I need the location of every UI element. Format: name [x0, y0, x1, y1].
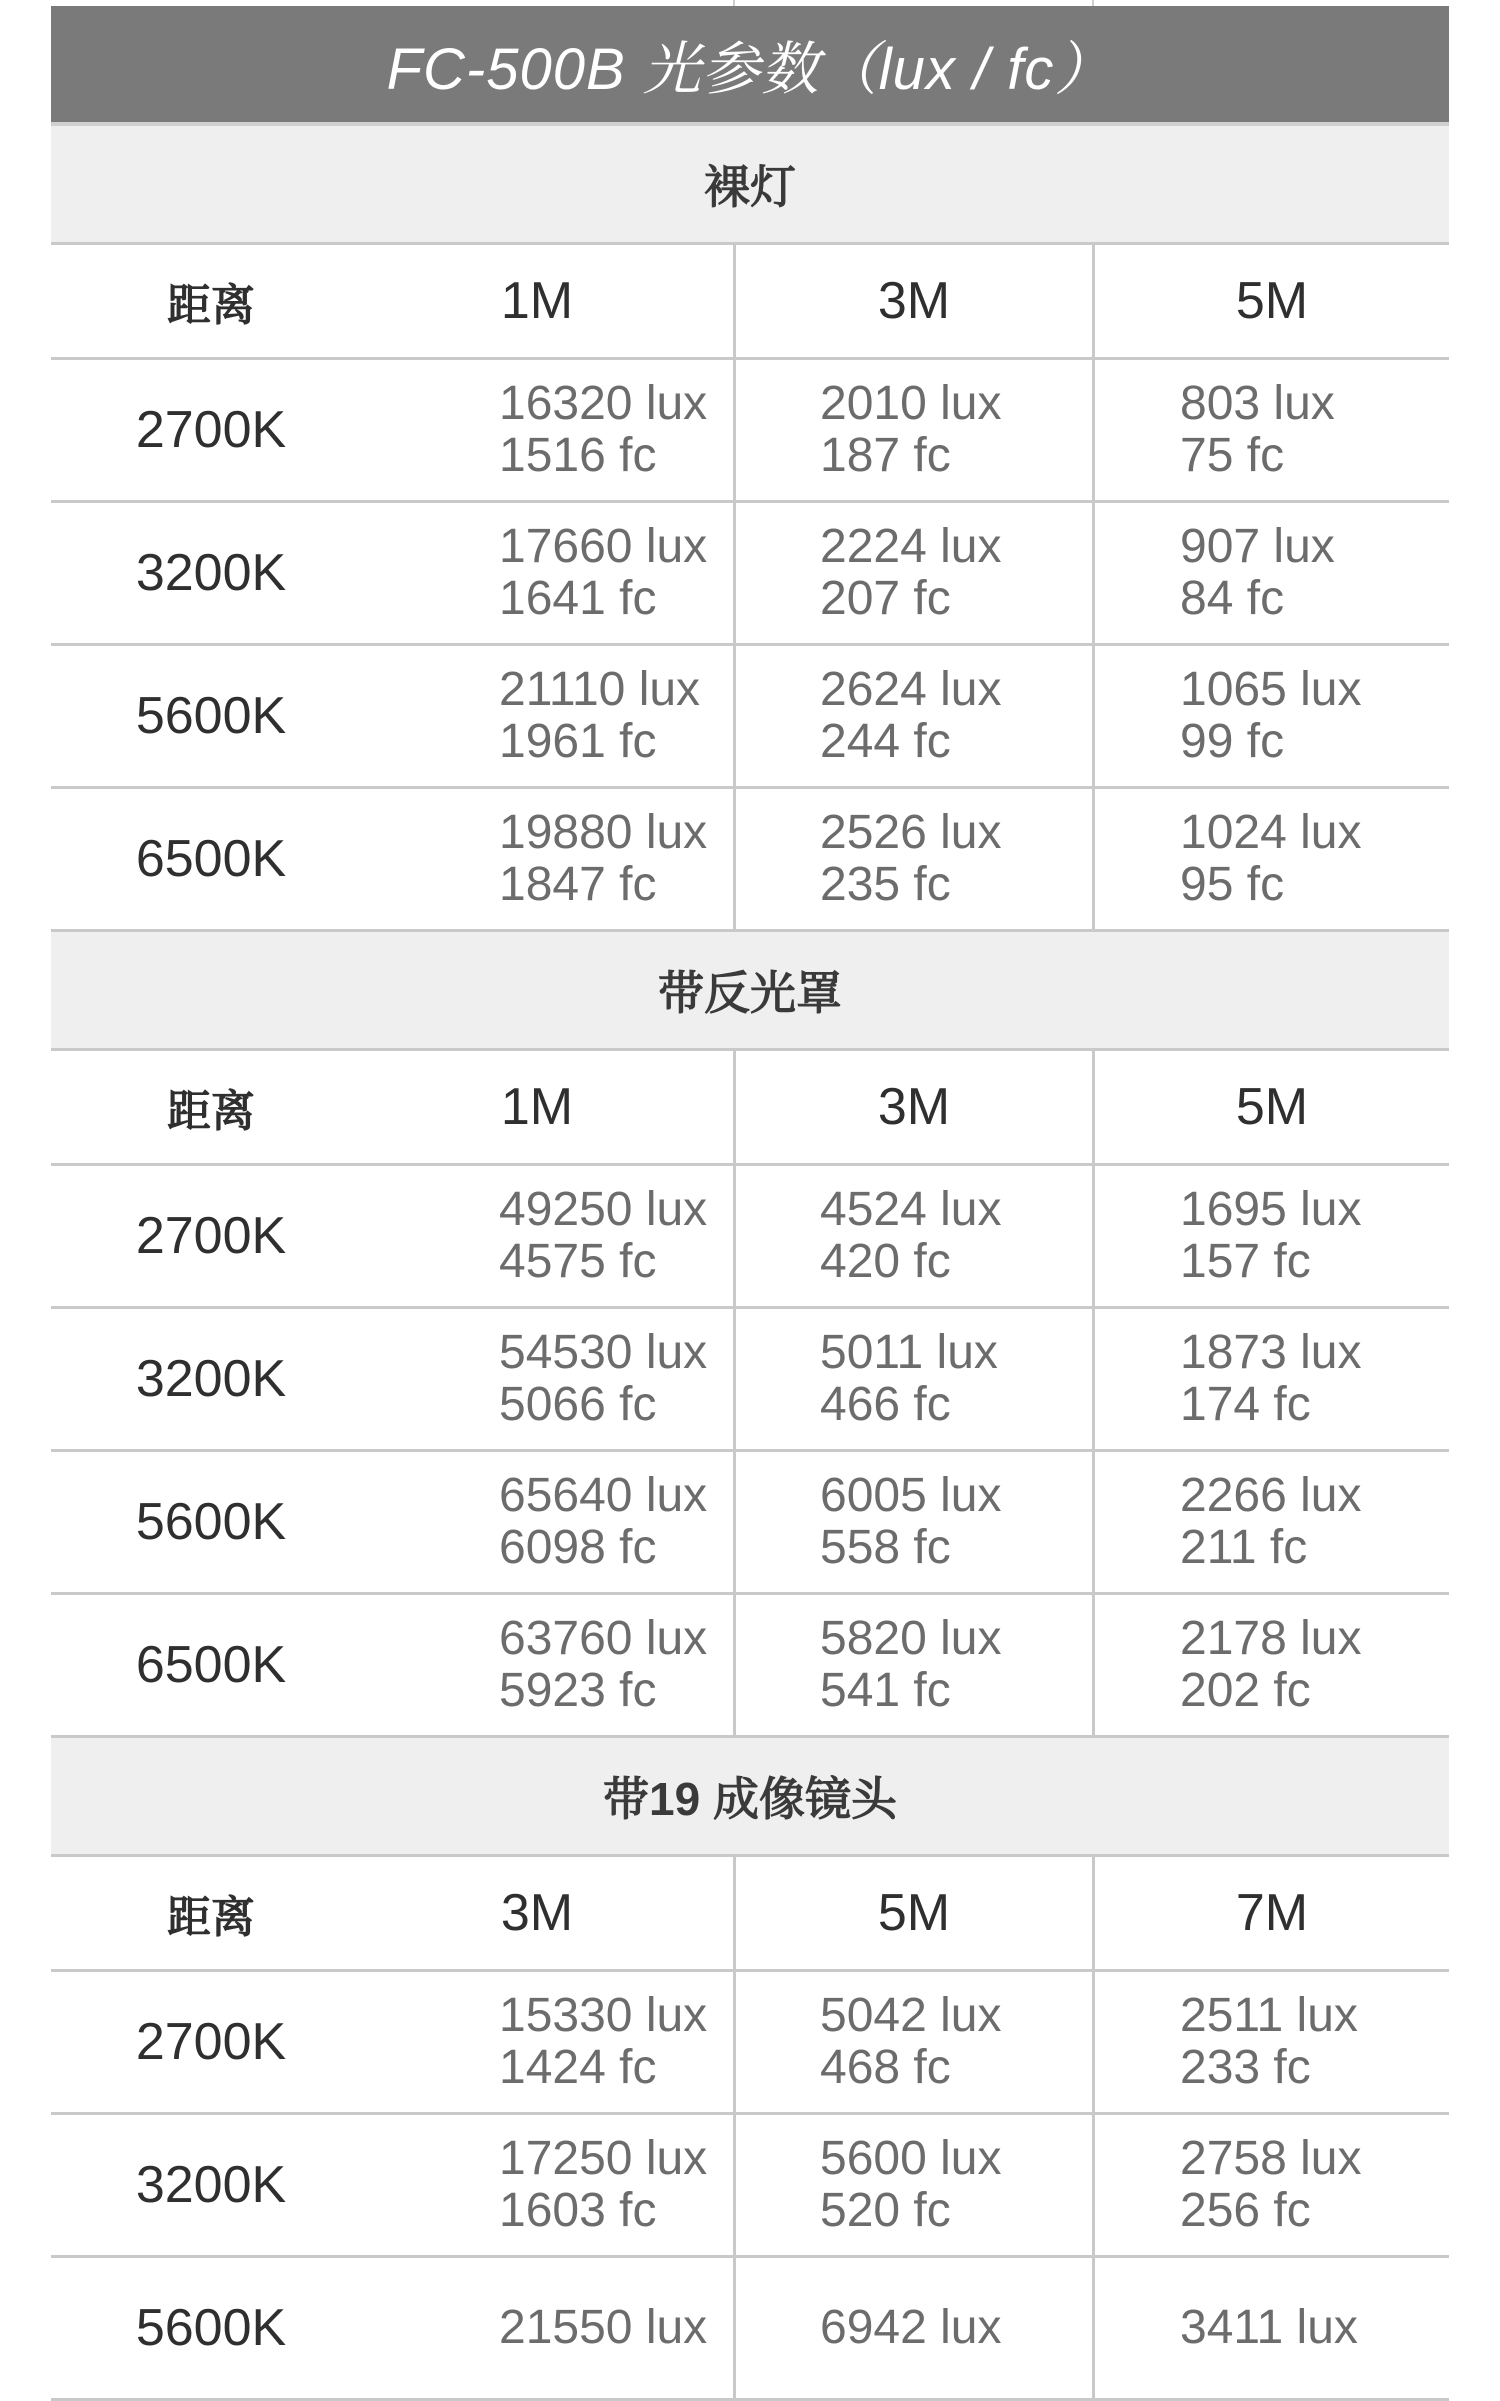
distance-column-header: 5M — [1235, 1078, 1309, 1136]
value-cell — [1095, 521, 1335, 625]
fc-value: 233 fc — [1180, 2041, 1311, 2094]
fc-value: 468 fc — [820, 2041, 951, 2094]
distance-column-header: 3M — [877, 1078, 951, 1136]
distance-label: 距离 — [167, 281, 255, 330]
lux-value: 2178 lux — [1180, 1612, 1362, 1665]
value-column-cell — [1092, 503, 1449, 643]
fc-value: 6098 fc — [499, 1521, 657, 1574]
value-cell — [371, 2133, 733, 2237]
value-column-cell — [733, 2115, 1092, 2255]
color-temperature-label: 2700K — [135, 401, 287, 459]
lux-value: 17660 lux — [499, 520, 708, 573]
color-temperature-label: 5600K — [135, 687, 287, 745]
lux-value: 2511 lux — [1180, 1989, 1358, 2042]
header-cell-first — [51, 1051, 733, 1163]
lux-value: 2624 lux — [820, 663, 1002, 716]
fc-value: 202 fc — [1180, 1664, 1311, 1717]
value-cell — [736, 807, 1001, 911]
lux-value: 2526 lux — [820, 806, 1002, 859]
fc-value: 5066 fc — [499, 1378, 657, 1431]
distance-column-header: 1M — [500, 272, 574, 330]
fc-value: 1641 fc — [499, 572, 657, 625]
distance-column-header: 3M — [500, 1884, 574, 1942]
value-cell — [1095, 1990, 1358, 2094]
value-column-cell — [1092, 2258, 1449, 2398]
fc-value: 466 fc — [820, 1378, 951, 1431]
value-cell — [371, 2302, 733, 2354]
row-first-cell — [51, 360, 733, 500]
lux-value: 21550 lux — [499, 2301, 708, 2354]
lux-value: 19880 lux — [499, 806, 708, 859]
value-column-cell — [1092, 1452, 1449, 1592]
value-cell — [736, 2302, 1001, 2354]
value-cell — [1095, 378, 1335, 482]
row-first-cell — [51, 503, 733, 643]
header-cell-first — [51, 245, 733, 357]
row-first-cell — [51, 1595, 733, 1735]
lux-value: 15330 lux — [499, 1989, 708, 2042]
value-cell — [371, 664, 733, 768]
row-first-cell — [51, 1452, 733, 1592]
fc-value: 187 fc — [820, 429, 951, 482]
value-column-cell — [733, 360, 1092, 500]
lux-value: 5820 lux — [820, 1612, 1002, 1665]
table-row — [51, 2115, 1449, 2258]
distance-label: 距离 — [167, 1087, 255, 1136]
lux-value: 1873 lux — [1180, 1326, 1362, 1379]
value-cell — [736, 664, 1001, 768]
value-column-cell — [733, 1309, 1092, 1449]
value-cell — [736, 1613, 1001, 1717]
fc-value: 558 fc — [820, 1521, 951, 1574]
lux-value: 49250 lux — [499, 1183, 708, 1236]
value-column-cell — [1092, 2115, 1449, 2255]
value-cell — [736, 521, 1001, 625]
lux-value: 6005 lux — [820, 1469, 1002, 1522]
table-row — [51, 1972, 1449, 2115]
header-cell — [733, 1051, 1092, 1163]
value-cell — [1095, 2302, 1358, 2354]
value-column-cell — [1092, 1309, 1449, 1449]
fc-value: 235 fc — [820, 858, 951, 911]
fc-value: 244 fc — [820, 715, 951, 768]
spec-table-page — [51, 0, 1449, 2401]
header-cell — [733, 1857, 1092, 1969]
fc-value: 75 fc — [1180, 429, 1285, 482]
value-cell — [736, 1327, 998, 1431]
table-row — [51, 646, 1449, 789]
value-column-cell — [733, 1972, 1092, 2112]
color-temperature-label: 2700K — [135, 1207, 287, 1265]
fc-value: 174 fc — [1180, 1378, 1311, 1431]
section-heading: 裸灯 — [51, 126, 1449, 245]
lux-value: 1695 lux — [1180, 1183, 1362, 1236]
header-row — [51, 1857, 1449, 1972]
table-section — [51, 1738, 1449, 2401]
header-row — [51, 1051, 1449, 1166]
fc-value: 4575 fc — [499, 1235, 657, 1288]
fc-value: 99 fc — [1180, 715, 1285, 768]
value-cell — [736, 1470, 1001, 1574]
fc-value: 1424 fc — [499, 2041, 657, 2094]
fc-value: 84 fc — [1180, 572, 1285, 625]
top-edge — [51, 0, 1449, 6]
table-sections — [51, 126, 1449, 2401]
table-row — [51, 789, 1449, 932]
row-first-cell — [51, 1309, 733, 1449]
value-cell — [1095, 1470, 1361, 1574]
lux-value: 2758 lux — [1180, 2132, 1362, 2185]
fc-value: 5923 fc — [499, 1664, 657, 1717]
fc-value: 256 fc — [1180, 2184, 1311, 2237]
lux-value: 803 lux — [1180, 377, 1335, 430]
distance-column-header: 7M — [1235, 1884, 1309, 1942]
row-first-cell — [51, 789, 733, 929]
value-cell — [371, 807, 733, 911]
row-first-cell — [51, 1972, 733, 2112]
value-cell — [1095, 1327, 1361, 1431]
lux-value: 2224 lux — [820, 520, 1002, 573]
value-cell — [1095, 807, 1361, 911]
lux-value: 1024 lux — [1180, 806, 1362, 859]
lux-value: 16320 lux — [499, 377, 708, 430]
header-cell-first — [51, 1857, 733, 1969]
value-column-cell — [1092, 360, 1449, 500]
section-heading: 带19 成像镜头 — [51, 1738, 1449, 1857]
value-column-cell — [1092, 646, 1449, 786]
value-cell — [371, 1327, 733, 1431]
value-cell — [371, 1613, 733, 1717]
value-cell — [736, 378, 1001, 482]
lux-value: 5011 lux — [820, 1326, 998, 1379]
fc-value: 1961 fc — [499, 715, 657, 768]
fc-value: 541 fc — [820, 1664, 951, 1717]
lux-value: 2010 lux — [820, 377, 1002, 430]
color-temperature-label: 3200K — [135, 2156, 287, 2214]
fc-value: 207 fc — [820, 572, 951, 625]
header-row — [51, 245, 1449, 360]
lux-value: 17250 lux — [499, 2132, 708, 2185]
fc-value: 520 fc — [820, 2184, 951, 2237]
value-cell — [371, 1990, 733, 2094]
row-first-cell — [51, 646, 733, 786]
value-cell — [371, 1184, 733, 1288]
lux-value: 65640 lux — [499, 1469, 708, 1522]
column-divider — [1092, 0, 1094, 6]
table-title: FC-500B 光参数（lux / fc） — [51, 6, 1449, 126]
value-column-cell — [733, 646, 1092, 786]
table-row — [51, 1595, 1449, 1738]
color-temperature-label: 5600K — [135, 1493, 287, 1551]
section-heading: 带反光罩 — [51, 932, 1449, 1051]
row-first-cell — [51, 2258, 733, 2398]
lux-value: 5600 lux — [820, 2132, 1002, 2185]
lux-value: 3411 lux — [1180, 2301, 1358, 2354]
value-cell — [371, 378, 733, 482]
header-cell — [1092, 245, 1449, 357]
color-temperature-label: 5600K — [135, 2299, 287, 2357]
fc-value: 1847 fc — [499, 858, 657, 911]
fc-value: 95 fc — [1180, 858, 1285, 911]
fc-value: 1603 fc — [499, 2184, 657, 2237]
fc-value: 1516 fc — [499, 429, 657, 482]
lux-value: 21110 lux — [499, 663, 701, 716]
fc-value: 157 fc — [1180, 1235, 1311, 1288]
table-row — [51, 360, 1449, 503]
distance-column-header: 3M — [877, 272, 951, 330]
value-cell — [1095, 1184, 1361, 1288]
fc-value: 211 fc — [1180, 1521, 1308, 1574]
distance-column-header: 5M — [1235, 272, 1309, 330]
value-cell — [1095, 2133, 1361, 2237]
value-cell — [1095, 664, 1361, 768]
lux-value: 54530 lux — [499, 1326, 708, 1379]
value-cell — [736, 1990, 1001, 2094]
value-column-cell — [733, 1452, 1092, 1592]
value-cell — [736, 2133, 1001, 2237]
value-column-cell — [733, 1166, 1092, 1306]
value-column-cell — [733, 2258, 1092, 2398]
value-cell — [736, 1184, 1001, 1288]
value-column-cell — [1092, 789, 1449, 929]
distance-column-header: 1M — [500, 1078, 574, 1136]
table-row — [51, 1166, 1449, 1309]
column-divider — [733, 0, 735, 6]
color-temperature-label: 6500K — [135, 830, 287, 888]
row-first-cell — [51, 2115, 733, 2255]
lux-value: 6942 lux — [820, 2301, 1002, 2354]
lux-value: 2266 lux — [1180, 1469, 1362, 1522]
lux-value: 63760 lux — [499, 1612, 708, 1665]
table-row — [51, 1452, 1449, 1595]
lux-value: 4524 lux — [820, 1183, 1002, 1236]
value-column-cell — [733, 1595, 1092, 1735]
fc-value: 420 fc — [820, 1235, 951, 1288]
lux-value: 1065 lux — [1180, 663, 1362, 716]
header-cell — [733, 245, 1092, 357]
color-temperature-label: 2700K — [135, 2013, 287, 2071]
color-temperature-label: 6500K — [135, 1636, 287, 1694]
distance-column-header: 5M — [877, 1884, 951, 1942]
table-row — [51, 503, 1449, 646]
color-temperature-label: 3200K — [135, 544, 287, 602]
value-column-cell — [1092, 1166, 1449, 1306]
row-first-cell — [51, 1166, 733, 1306]
value-column-cell — [1092, 1595, 1449, 1735]
table-section — [51, 126, 1449, 932]
value-column-cell — [1092, 1972, 1449, 2112]
table-row — [51, 1309, 1449, 1452]
value-column-cell — [733, 789, 1092, 929]
distance-label: 距离 — [167, 1893, 255, 1942]
value-cell — [371, 1470, 733, 1574]
value-cell — [1095, 1613, 1361, 1717]
color-temperature-label: 3200K — [135, 1350, 287, 1408]
value-cell — [371, 521, 733, 625]
table-row — [51, 2258, 1449, 2401]
table-section — [51, 932, 1449, 1738]
lux-value: 907 lux — [1180, 520, 1335, 573]
lux-value: 5042 lux — [820, 1989, 1002, 2042]
value-column-cell — [733, 503, 1092, 643]
header-cell — [1092, 1857, 1449, 1969]
header-cell — [1092, 1051, 1449, 1163]
